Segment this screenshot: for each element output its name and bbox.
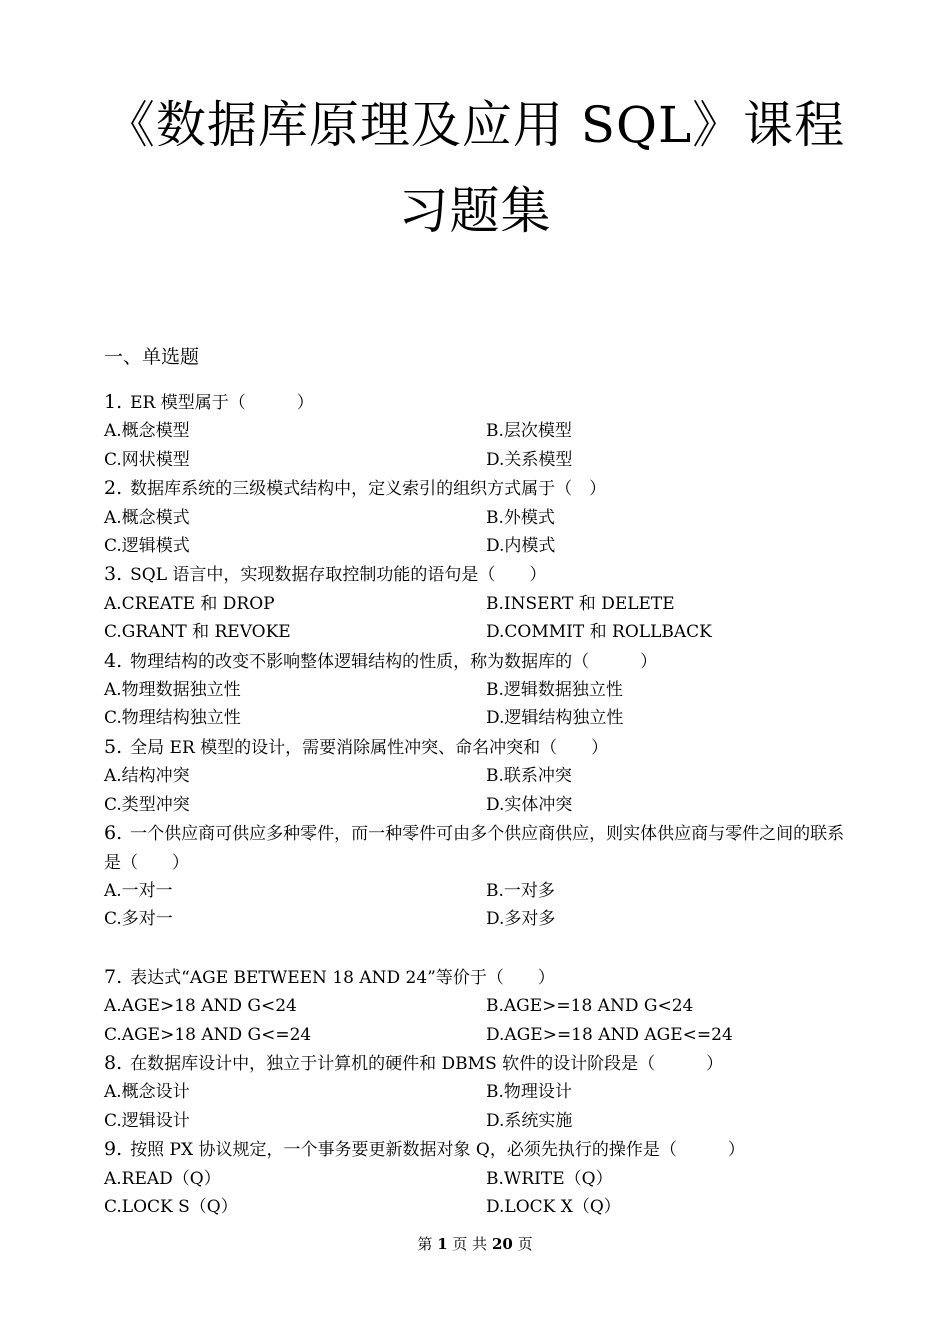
question-stem — [104, 1135, 850, 1164]
option-row — [104, 1193, 850, 1221]
question-text: 物理结构的改变不影响整体逻辑结构的性质，称为数据库的（ ） — [130, 651, 658, 672]
option-c: C.逻辑模式 — [104, 536, 190, 557]
question-number: 2. — [104, 477, 123, 500]
question-text: ER 模型属于（ ） — [130, 393, 314, 413]
question-stem — [104, 647, 850, 676]
question-stem — [104, 963, 850, 992]
option-a: A.物理数据独立性 — [104, 680, 241, 701]
option-row — [104, 417, 850, 445]
question-text: 在数据库设计中，独立于计算机的硬件和 DBMS 软件的设计阶段是（ ） — [130, 1053, 724, 1074]
question-text: 按照 PX 协议规定，一个事务要更新数据对象 Q，必须先执行的操作是（ ） — [130, 1140, 745, 1161]
option-b: B.层次模型 — [486, 421, 572, 442]
question-text: 全局 ER 模型的设计，需要消除属性冲突、命名冲突和（ ） — [130, 737, 609, 758]
question-stem — [104, 1049, 850, 1078]
document-title: 《数据库原理及应用 SQL》课程习题集 — [104, 96, 846, 240]
page-footer — [0, 1234, 950, 1254]
question-number: 6. — [104, 822, 123, 845]
footer-middle: 页 共 — [447, 1235, 492, 1253]
option-a: A.CREATE 和 DROP — [104, 593, 275, 614]
blank-line — [104, 934, 850, 963]
option-a: A.结构冲突 — [104, 766, 190, 787]
option-d: D.多对多 — [486, 909, 556, 930]
question-7 — [104, 963, 850, 1049]
question-number: 1. — [104, 391, 123, 413]
question-stem — [104, 474, 850, 503]
question-1 — [104, 388, 850, 474]
option-b: B.联系冲突 — [486, 766, 572, 787]
question-4 — [104, 647, 850, 733]
option-c: C.多对一 — [104, 909, 173, 930]
option-row — [104, 618, 850, 646]
option-a: A.AGE>18 AND G<24 — [104, 996, 297, 1017]
question-8 — [104, 1049, 850, 1135]
option-row — [104, 1078, 850, 1106]
question-number: 3. — [104, 563, 123, 586]
option-row — [104, 1021, 850, 1049]
current-page-number: 1 — [437, 1235, 448, 1253]
question-5 — [104, 733, 850, 819]
total-pages-number: 20 — [491, 1235, 513, 1253]
option-row — [104, 532, 850, 560]
question-stem — [104, 388, 850, 417]
option-b: B.INSERT 和 DELETE — [486, 593, 675, 614]
option-a: A.READ（Q） — [104, 1168, 221, 1189]
option-c: C.GRANT 和 REVOKE — [104, 622, 291, 643]
option-b: B.一对多 — [486, 880, 555, 901]
question-number: 9. — [104, 1138, 123, 1161]
option-d: D.逻辑结构独立性 — [486, 708, 624, 729]
option-row — [104, 446, 850, 474]
question-number: 4. — [104, 649, 123, 672]
option-row — [104, 762, 850, 790]
question-number: 8. — [104, 1051, 123, 1074]
option-d: D.AGE>=18 AND AGE<=24 — [486, 1024, 733, 1045]
section-heading: 一、单选题 — [104, 346, 200, 368]
question-number: 5. — [104, 735, 123, 758]
question-number: 7. — [104, 965, 123, 988]
option-c: C.类型冲突 — [104, 794, 190, 815]
question-6 — [104, 819, 850, 934]
option-row — [104, 590, 850, 618]
option-d: D.关系模型 — [486, 449, 573, 470]
option-a: A.概念设计 — [104, 1082, 190, 1103]
option-c: C.AGE>18 AND G<=24 — [104, 1024, 312, 1045]
option-row — [104, 704, 850, 732]
option-d: D.实体冲突 — [486, 794, 573, 815]
option-row — [104, 1107, 850, 1135]
option-a: A.概念模型 — [104, 421, 190, 442]
question-stem — [104, 560, 850, 589]
question-text: 一个供应商可供应多种零件，而一种零件可由多个供应商供应，则实体供应商与零件之间的联系是（ ） — [104, 824, 845, 873]
footer-prefix: 第 — [417, 1235, 438, 1253]
option-b: B.逻辑数据独立性 — [486, 680, 623, 701]
question-stem — [104, 819, 850, 877]
option-d: D.LOCK X（Q） — [486, 1196, 621, 1217]
option-d: D.系统实施 — [486, 1110, 573, 1131]
option-c: C.逻辑设计 — [104, 1110, 190, 1131]
option-row — [104, 877, 850, 905]
question-3 — [104, 560, 850, 646]
option-c: C.网状模型 — [104, 449, 190, 470]
question-text: 表达式“AGE BETWEEN 18 AND 24”等价于（ ） — [130, 967, 555, 988]
option-c: C.物理结构独立性 — [104, 708, 241, 729]
option-row — [104, 992, 850, 1020]
question-text: 数据库系统的三级模式结构中，定义索引的组织方式属于（ ） — [130, 479, 607, 500]
option-b: B.外模式 — [486, 507, 555, 528]
question-9 — [104, 1135, 850, 1221]
question-stem — [104, 733, 850, 762]
option-row — [104, 791, 850, 819]
option-a: A.一对一 — [104, 880, 173, 901]
footer-suffix: 页 — [512, 1235, 533, 1253]
option-a: A.概念模式 — [104, 507, 190, 528]
option-b: B.AGE>=18 AND G<24 — [486, 996, 694, 1017]
question-text: SQL 语言中，实现数据存取控制功能的语句是（ ） — [130, 565, 547, 586]
question-list — [104, 388, 850, 1221]
option-d: D.COMMIT 和 ROLLBACK — [486, 622, 712, 643]
option-row — [104, 905, 850, 933]
option-row — [104, 676, 850, 704]
option-b: B.WRITE（Q） — [486, 1168, 613, 1189]
question-2 — [104, 474, 850, 560]
option-row — [104, 504, 850, 532]
option-c: C.LOCK S（Q） — [104, 1196, 238, 1217]
option-d: D.内模式 — [486, 536, 556, 557]
option-b: B.物理设计 — [486, 1082, 572, 1103]
option-row — [104, 1165, 850, 1193]
